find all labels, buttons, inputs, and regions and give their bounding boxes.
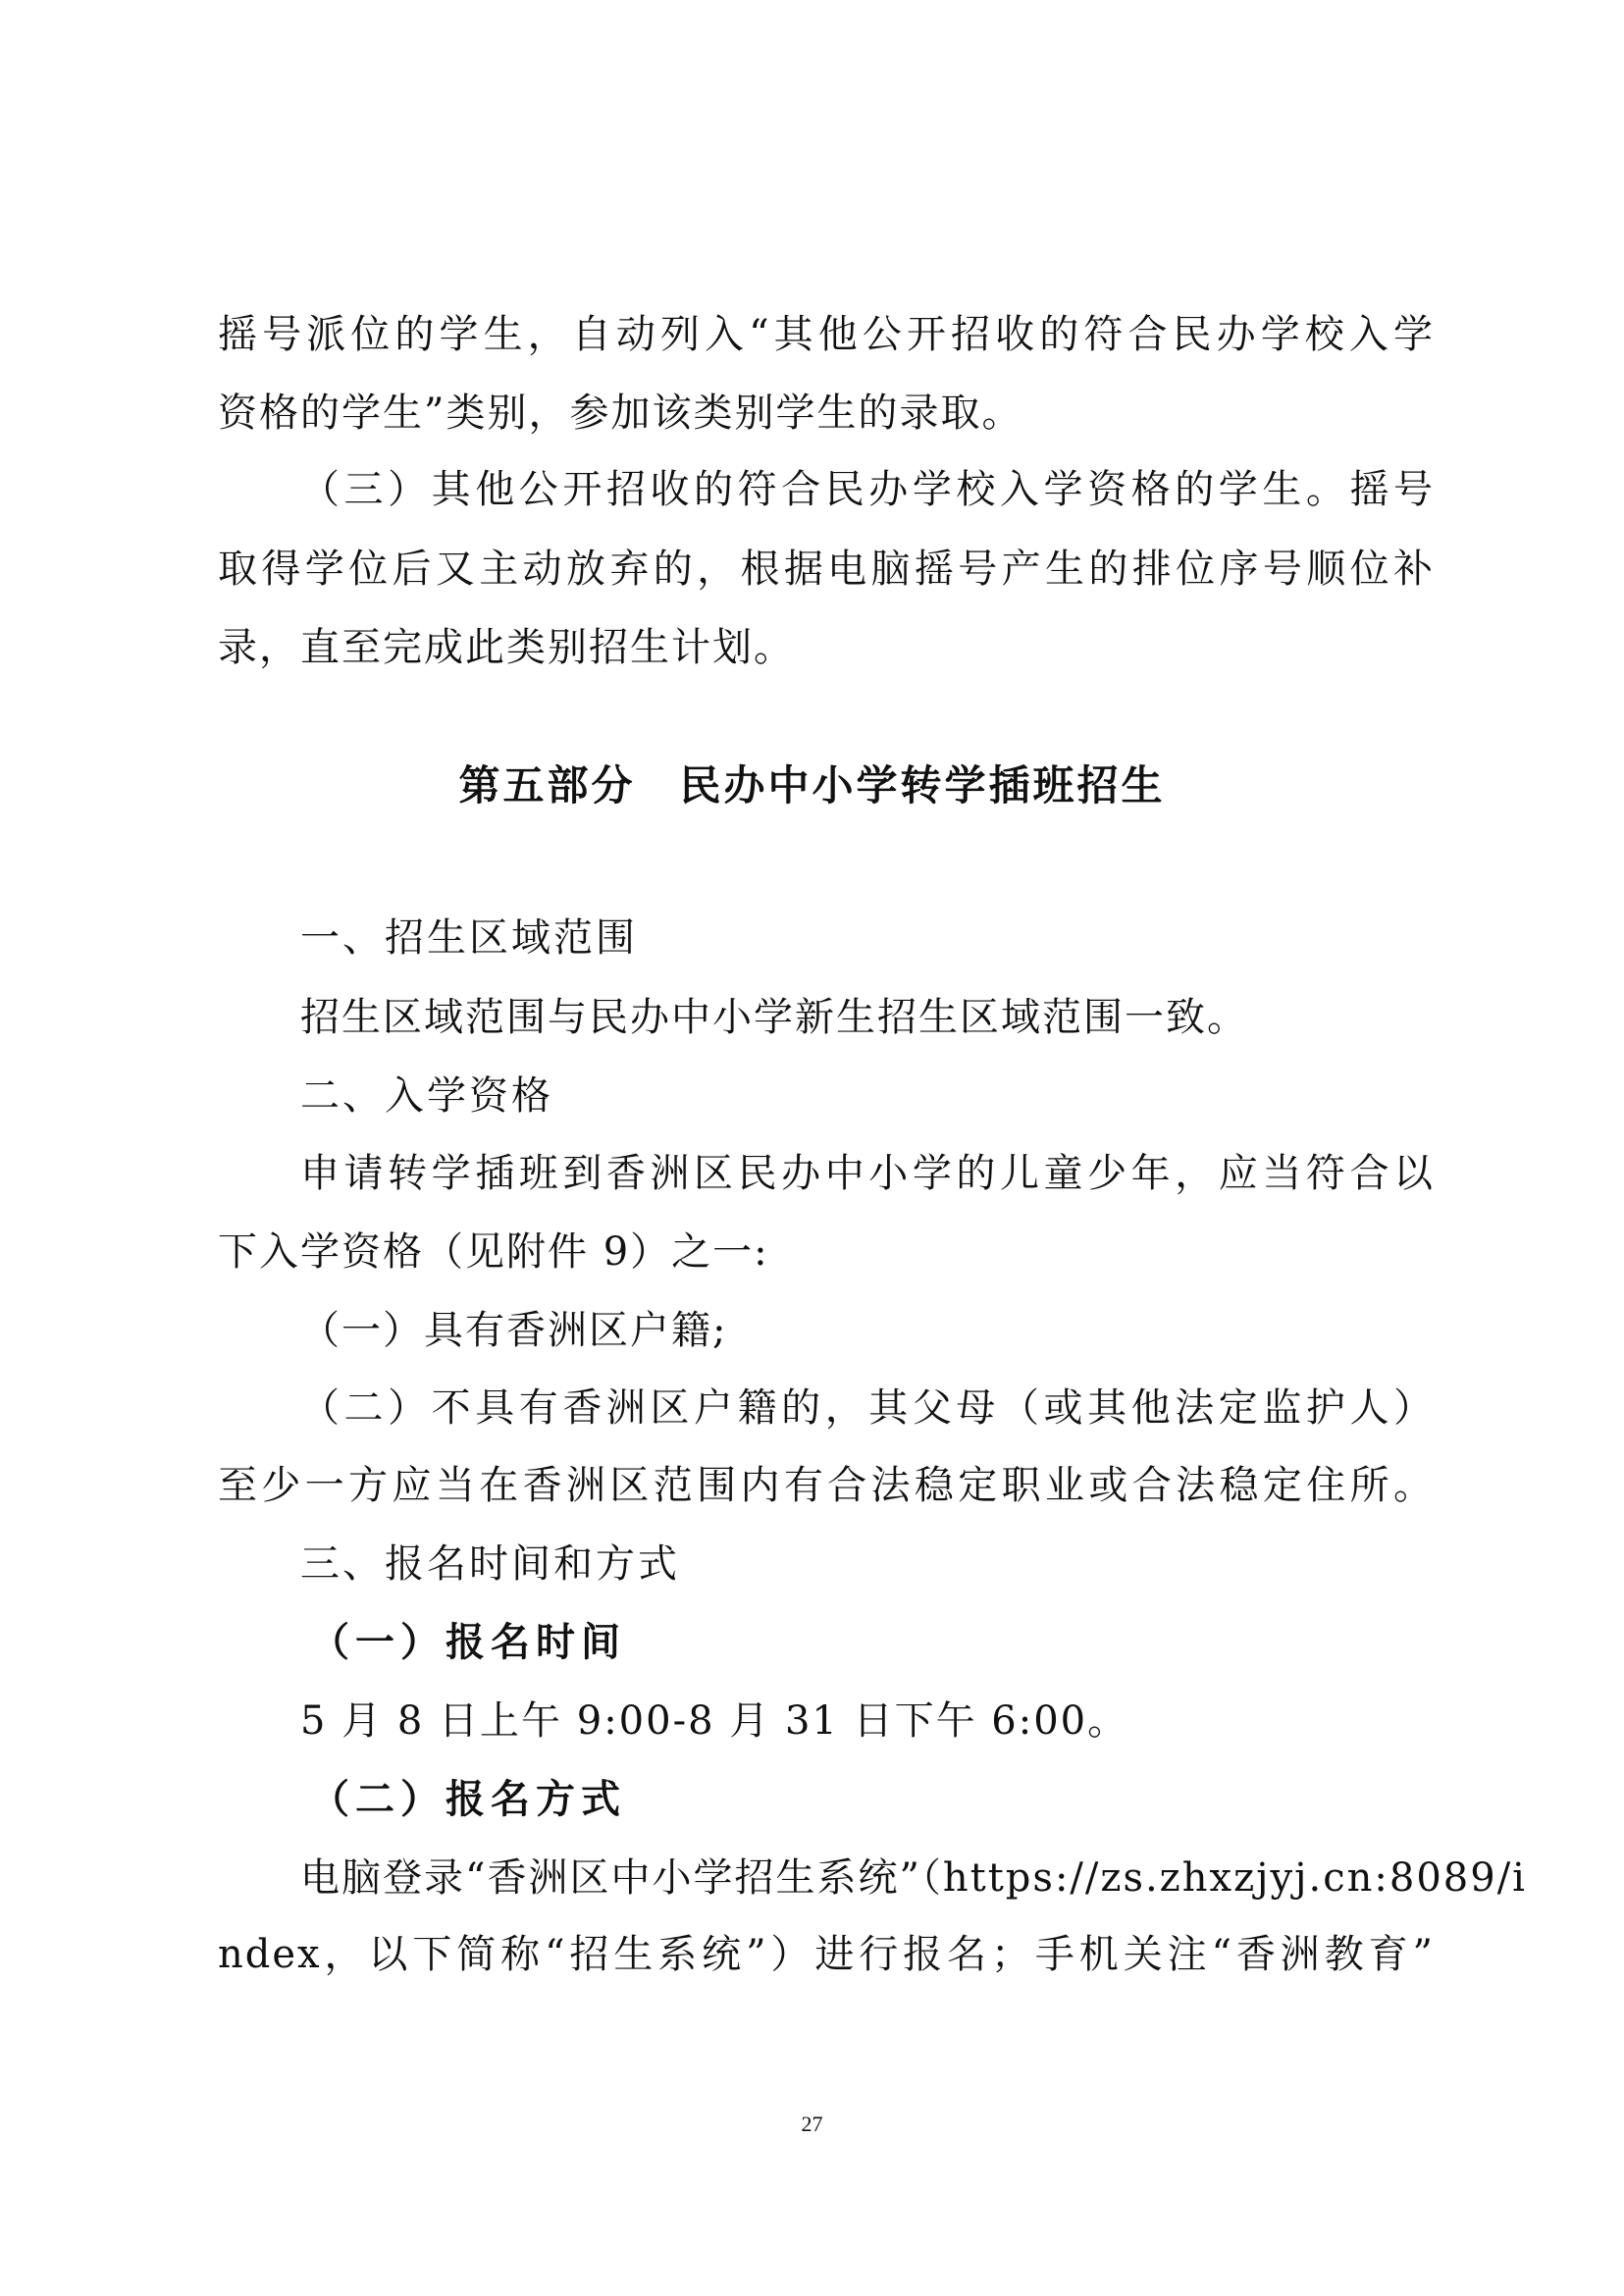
subheading-registration-method: （二）报名方式 bbox=[310, 1776, 626, 1822]
paragraph-line: ndex，以下简称“招生系统”）进行报名；手机关注“香洲教育” bbox=[218, 1932, 1435, 1977]
paragraph-line: 录，直至完成此类别招生计划。 bbox=[218, 625, 795, 670]
page-number: 27 bbox=[801, 2112, 823, 2136]
list-item: （一）具有香洲区户籍; bbox=[300, 1308, 728, 1353]
paragraph-line: 取得学位后又主动放弃的，根据电脑摇号产生的排位序号顺位补 bbox=[218, 547, 1435, 592]
list-item: （二）不具有香洲区户籍的，其父母（或其他法定监护人） bbox=[300, 1385, 1435, 1431]
section-title: 第五部分 民办中小学转学插班招生 bbox=[458, 761, 1166, 809]
heading-admission-qualification: 二、入学资格 bbox=[300, 1073, 553, 1119]
paragraph-line: 下入学资格（见附件 9）之一: bbox=[218, 1229, 769, 1275]
paragraph-line: （三）其他公开招收的符合民办学校入学资格的学生。摇号 bbox=[300, 467, 1435, 512]
paragraph-line: 申请转学插班到香洲区民办中小学的儿童少年，应当符合以 bbox=[300, 1151, 1435, 1196]
heading-registration: 三、报名时间和方式 bbox=[300, 1541, 680, 1587]
subheading-registration-time: （一）报名时间 bbox=[310, 1619, 626, 1665]
paragraph-line: 摇号派位的学生，自动列入“其他公开招收的符合民办学校入学 bbox=[218, 312, 1435, 357]
paragraph-line: 电脑登录“香洲区中小学招生系统”（https://zs.zhxzjyj.cn:8089/i bbox=[300, 1855, 1527, 1901]
paragraph-line: 招生区域范围与民办中小学新生招生区域范围一致。 bbox=[300, 995, 1248, 1040]
heading-recruitment-area: 一、招生区域范围 bbox=[300, 915, 638, 961]
paragraph-line: 5 月 8 日上午 9:00-8 月 31 日下午 6:00。 bbox=[300, 1698, 1129, 1744]
paragraph-line: 资格的学生”类别，参加该类别学生的录取。 bbox=[218, 391, 1023, 436]
paragraph-line: 至少一方应当在香洲区范围内有合法稳定职业或合法稳定住所。 bbox=[218, 1463, 1435, 1508]
